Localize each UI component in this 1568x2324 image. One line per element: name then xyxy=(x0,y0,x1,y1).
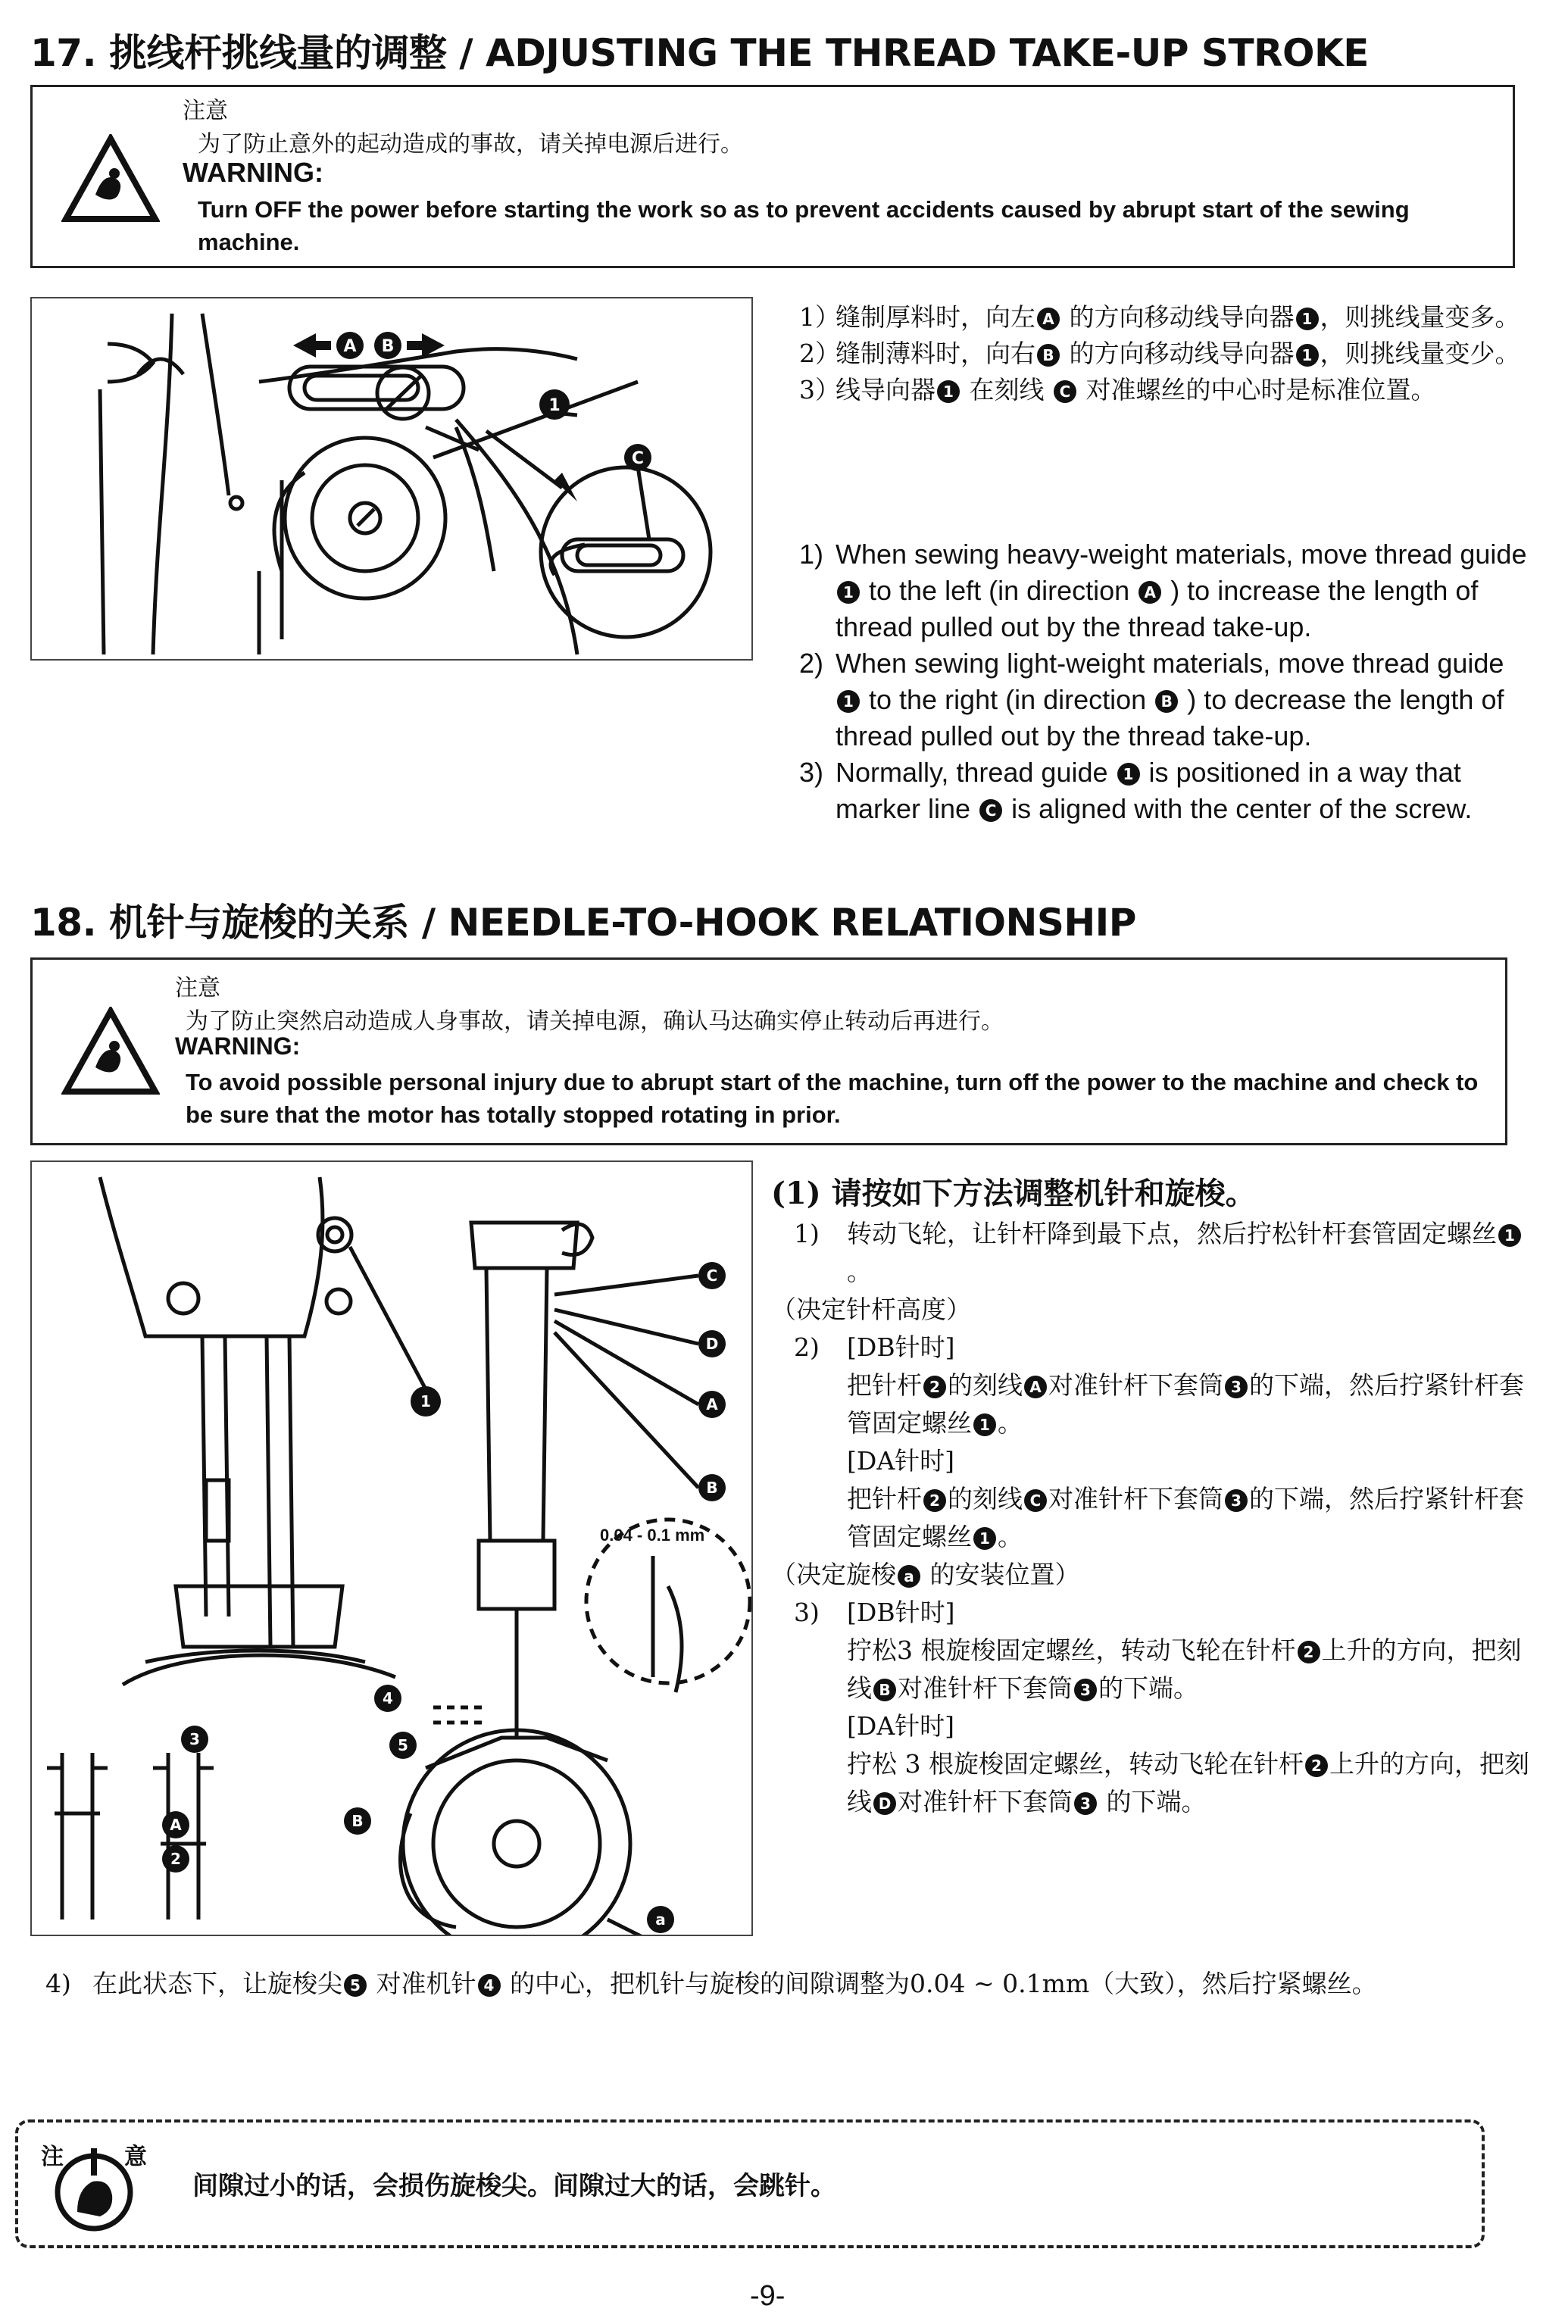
warning-box-17 xyxy=(30,85,1515,268)
fig17-label-c: C xyxy=(631,449,645,468)
warning-title: WARNING: xyxy=(183,157,323,188)
step2-da-text: 把针杆 2 的刻线 C 对准针杆下套筒 3 的下端，然后拧紧针杆套管固定螺丝 1 。 xyxy=(847,1484,1524,1551)
fig17-label-a: A xyxy=(343,337,357,356)
note-text: 间隙过小的话，会损伤旋梭尖。间隙过大的话，会跳针。 xyxy=(192,2171,836,2201)
page-number: -9- xyxy=(750,2280,786,2312)
caution-text-zh: 为了防止意外的起动造成的事故，请关掉电源后进行。 xyxy=(198,131,743,158)
group-needle-height: （决定针杆高度） xyxy=(771,1295,971,1324)
sec17-zh-item-2: 2） 缝制薄料时，向右 B 的方向移动线导向器 1 ，则挑线量变少。 xyxy=(799,339,1520,368)
warning-triangle-icon xyxy=(61,134,160,225)
fig18-label-3: 3 xyxy=(189,1730,200,1748)
note-label-right: 意 xyxy=(124,2144,147,2170)
step2-db-label: [DB针时] xyxy=(847,1332,955,1362)
step3-db-label: [DB针时] xyxy=(847,1598,955,1627)
note-label-left: 注 xyxy=(41,2144,64,2170)
step-3: 3) [DB针时] 拧松3 根旋梭固定螺丝，转动飞轮在针杆 2 上升的方向，把刻线 B 对准针杆下套筒 3 的下端。 [DA针时] 拧松 3 根旋梭固定螺丝，转动飞轮在针杆 2 上升的方向，把刻线 D 对准针杆下套筒 3 的下端。 xyxy=(794,1594,1536,1821)
fig18-label-1: 1 xyxy=(420,1392,431,1410)
hand-caution-icon xyxy=(48,2145,139,2236)
warning-triangle-icon xyxy=(61,1007,160,1098)
sec18-steps xyxy=(771,1173,1536,1821)
fig18-label-2: 2 xyxy=(170,1850,181,1868)
caution-title-zh: 注意 xyxy=(183,98,228,124)
fig18-label-5: 5 xyxy=(398,1736,408,1754)
fig18-label-b2: B xyxy=(351,1812,364,1830)
step2-db-text: 把针杆 2 的刻线 A 对准针杆下套筒 3 的下端，然后拧紧针杆套管固定螺丝 1 。 xyxy=(847,1370,1524,1438)
fig18-label-b: B xyxy=(706,1479,718,1497)
fig18-label-c: C xyxy=(706,1267,718,1285)
sec17-en-item-1: 1) When sewing heavy-weight materials, move thread guide 1 to the left (in direction A ) to increase the length of thread pulled out by the thread take-up. xyxy=(799,539,1527,642)
thread-take-up-diagram xyxy=(32,298,751,659)
step3-da-text: 拧松 3 根旋梭固定螺丝，转动飞轮在针杆 2 上升的方向，把刻线 D 对准针杆下套筒 3 的下端。 xyxy=(847,1749,1529,1816)
step-4: 4) 在此状态下，让旋梭尖 5 对准机针 4 的中心，把机针与旋梭的间隙调整为0.04 ~ 0.1mm（大致），然后拧紧螺丝。 xyxy=(45,1969,1377,1998)
fig18-label-d: D xyxy=(705,1335,719,1353)
section-17-title: 17. 挑线杆挑线量的调整 / ADJUSTING THE THREAD TAKE-UP STROKE xyxy=(30,31,1369,75)
fig17-label-b: B xyxy=(381,337,395,356)
step2-da-label: [DA针时] xyxy=(847,1446,955,1476)
caution-text-zh: 为了防止突然启动造成人身事故，请关掉电源，确认马达确实停止转动后再进行。 xyxy=(186,1008,1004,1035)
warning-box-18 xyxy=(30,957,1507,1145)
needle-hook-diagram xyxy=(32,1162,751,1935)
sec17-en-list xyxy=(799,536,1534,827)
fig18-label-hook: a xyxy=(655,1910,666,1929)
warning-text-en: Turn OFF the power before starting the work so as to prevent accidents caused by abrupt start of the sewing machine. xyxy=(198,196,1410,255)
group-hook-position: （决定旋梭 a 的安装位置） xyxy=(771,1560,1080,1589)
step3-da-label: [DA针时] xyxy=(847,1711,955,1741)
sec17-zh-item-1: 1） 缝制厚料时，向左 A 的方向移动线导向器 1 ，则挑线量变多。 xyxy=(799,302,1520,332)
sec17-zh-list xyxy=(799,299,1530,408)
sec17-en-item-3: 3) Normally, thread guide 1 is positioned in a way that marker line C is aligned with the center of the screw. xyxy=(799,757,1473,824)
caution-title-zh: 注意 xyxy=(175,975,220,1001)
fig18-label-4: 4 xyxy=(383,1689,393,1707)
fig18-gap-label: 0.04 - 0.1 mm xyxy=(600,1526,705,1545)
step-2: 2) [DB针时] 把针杆 2 的刻线 A 对准针杆下套筒 3 的下端，然后拧紧针杆套管固定螺丝 1 。 [DA针时] 把针杆 2 的刻线 C 对准针杆下套筒 3 的下端，然后拧紧针杆套管固定螺丝 1 。 xyxy=(794,1329,1536,1556)
sec18-heading: (1) 请按如下方法调整机针和旋梭。 xyxy=(771,1176,1256,1211)
fig18-label-a: A xyxy=(706,1395,718,1413)
caution-note-box xyxy=(15,2119,1485,2248)
sec17-zh-item-3: 3） 线导向器 1 在刻线 C 对准螺丝的中心时是标准位置。 xyxy=(799,375,1436,405)
section-18-title: 18. 机针与旋梭的关系 / NEEDLE-TO-HOOK RELATIONSHIP xyxy=(30,901,1136,945)
warning-title: WARNING: xyxy=(175,1032,301,1060)
figure-thread-guide xyxy=(30,297,753,661)
step-1: 1) 转动飞轮，让针杆降到最下点，然后拧松针杆套管固定螺丝 1。 xyxy=(794,1215,1536,1291)
warning-text-en: To avoid possible personal injury due to abrupt start of the machine, turn off the power to the machine and check to be sure that the motor has totally stopped rotating in prior. xyxy=(186,1069,1479,1128)
figure-needle-hook xyxy=(30,1160,753,1936)
fig17-label-1: 1 xyxy=(548,396,561,415)
step3-db-text: 拧松3 根旋梭固定螺丝，转动飞轮在针杆 2 上升的方向，把刻线 B 对准针杆下套筒 3 的下端。 xyxy=(847,1635,1522,1703)
sec17-en-item-2: 2) When sewing light-weight materials, move thread guide 1 to the right (in direction B ) to decrease the length of thread pulled out by the thread take-up. xyxy=(799,648,1504,751)
fig18-label-a2: A xyxy=(170,1816,182,1834)
